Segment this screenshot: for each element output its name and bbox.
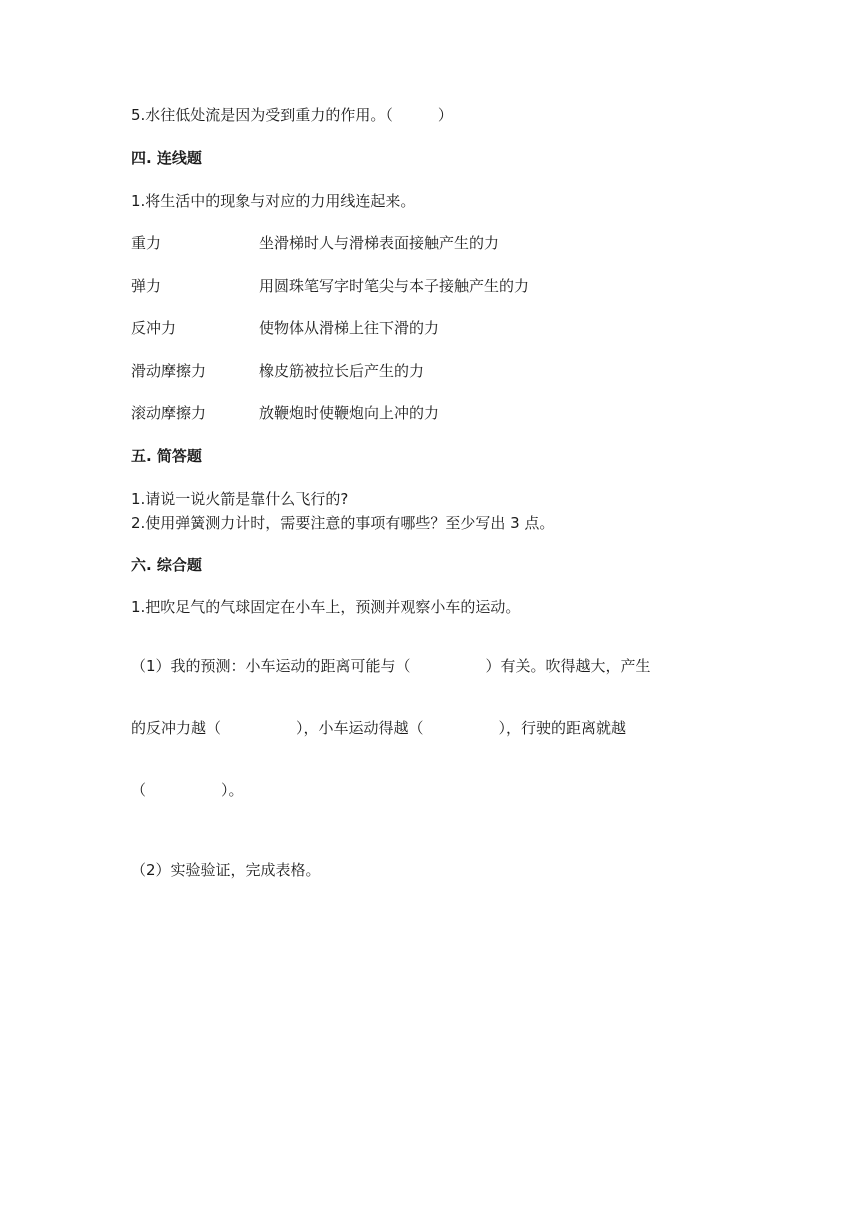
matching-term: 滚动摩擦力 — [131, 404, 207, 422]
prediction-line-3: （ ）。 — [131, 781, 244, 799]
section-4-title: 四. 连线题 — [131, 149, 202, 167]
matching-desc: 用圆珠笔写字时笔尖与本子接触产生的力 — [259, 277, 530, 295]
matching-question: 1.将生活中的现象与对应的力用线连起来。 — [131, 192, 416, 210]
short-answer-question-1: 1.请说一说火箭是靠什么飞行的? — [131, 490, 349, 508]
matching-term: 弹力 — [131, 277, 162, 295]
prediction-line-1: （1）我的预测：小车运动的距离可能与（ ）有关。吹得越大，产生 — [131, 657, 651, 675]
prediction-line-2: 的反冲力越（ ），小车运动得越（ ），行驶的距离就越 — [131, 719, 627, 737]
matching-desc: 放鞭炮时使鞭炮向上冲的力 — [259, 404, 440, 422]
matching-term: 重力 — [131, 234, 162, 252]
short-answer-question-2: 2.使用弹簧测力计时，需要注意的事项有哪些？至少写出 3 点。 — [131, 514, 555, 532]
matching-term: 反冲力 — [131, 319, 177, 337]
experiment-line: （2）实验验证，完成表格。 — [131, 861, 321, 879]
question-5: 5.水往低处流是因为受到重力的作用。（ ） — [131, 106, 453, 124]
section-6-title: 六. 综合题 — [131, 556, 202, 574]
matching-desc: 坐滑梯时人与滑梯表面接触产生的力 — [259, 234, 500, 252]
comprehensive-question: 1.把吹足气的气球固定在小车上，预测并观察小车的运动。 — [131, 598, 521, 616]
matching-desc: 使物体从滑梯上往下滑的力 — [259, 319, 440, 337]
section-5-title: 五. 简答题 — [131, 447, 202, 465]
matching-term: 滑动摩擦力 — [131, 362, 207, 380]
matching-desc: 橡皮筋被拉长后产生的力 — [259, 362, 425, 380]
